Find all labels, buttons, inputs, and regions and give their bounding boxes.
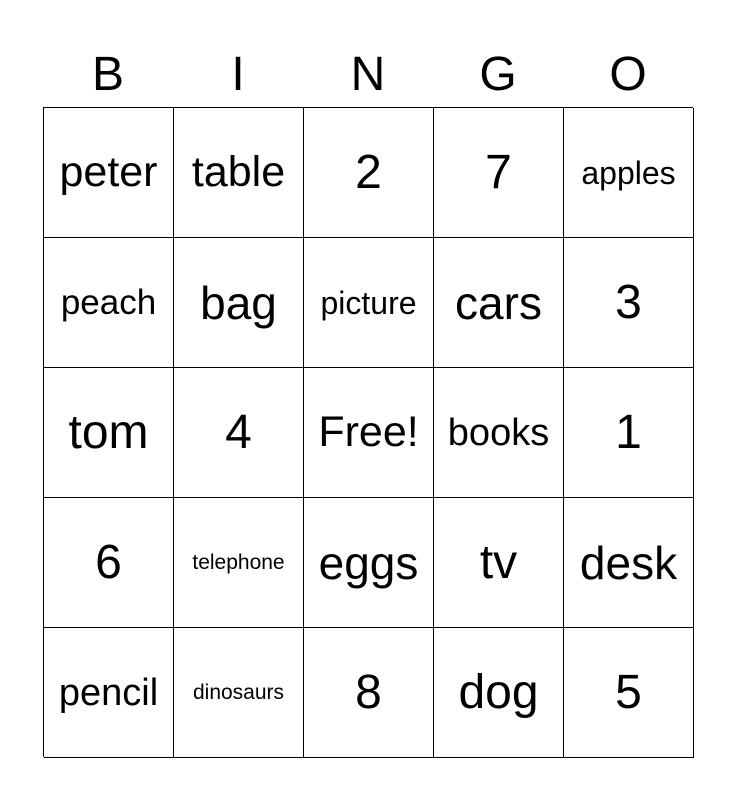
bingo-cell[interactable]: table bbox=[174, 108, 304, 238]
bingo-cell[interactable]: 3 bbox=[564, 238, 694, 368]
header-letter-g: G bbox=[479, 48, 517, 101]
bingo-cell[interactable]: apples bbox=[564, 108, 694, 238]
bingo-cell[interactable]: bag bbox=[174, 238, 304, 368]
header-letter-b: B bbox=[91, 48, 124, 101]
bingo-cell[interactable]: books bbox=[434, 368, 564, 498]
bingo-cell[interactable]: pencil bbox=[44, 628, 174, 758]
bingo-cell[interactable]: 5 bbox=[564, 628, 694, 758]
bingo-cell[interactable]: 2 bbox=[304, 108, 434, 238]
bingo-cell[interactable]: desk bbox=[564, 498, 694, 628]
header-letter-n: N bbox=[350, 48, 386, 101]
bingo-cell[interactable]: dinosaurs bbox=[174, 628, 304, 758]
bingo-card-grid bbox=[43, 107, 693, 757]
bingo-cell[interactable]: tom bbox=[44, 368, 174, 498]
bingo-cell[interactable]: 7 bbox=[434, 108, 564, 238]
bingo-cell[interactable]: 1 bbox=[564, 368, 694, 498]
bingo-cell[interactable]: peter bbox=[44, 108, 174, 238]
bingo-cell[interactable]: tv bbox=[434, 498, 564, 628]
bingo-cell[interactable]: 4 bbox=[174, 368, 304, 498]
bingo-cell[interactable]: cars bbox=[434, 238, 564, 368]
bingo-cell[interactable]: 6 bbox=[44, 498, 174, 628]
header-letter-i: I bbox=[231, 48, 245, 101]
bingo-cell[interactable]: picture bbox=[304, 238, 434, 368]
header-letter-o: O bbox=[609, 48, 647, 101]
bingo-cell[interactable]: 8 bbox=[304, 628, 434, 758]
bingo-cell[interactable]: telephone bbox=[174, 498, 304, 628]
bingo-cell[interactable]: eggs bbox=[304, 498, 434, 628]
bingo-cell[interactable]: dog bbox=[434, 628, 564, 758]
free-space-cell[interactable]: Free! bbox=[304, 368, 434, 498]
bingo-cell[interactable]: peach bbox=[44, 238, 174, 368]
bingo-header bbox=[43, 44, 693, 106]
